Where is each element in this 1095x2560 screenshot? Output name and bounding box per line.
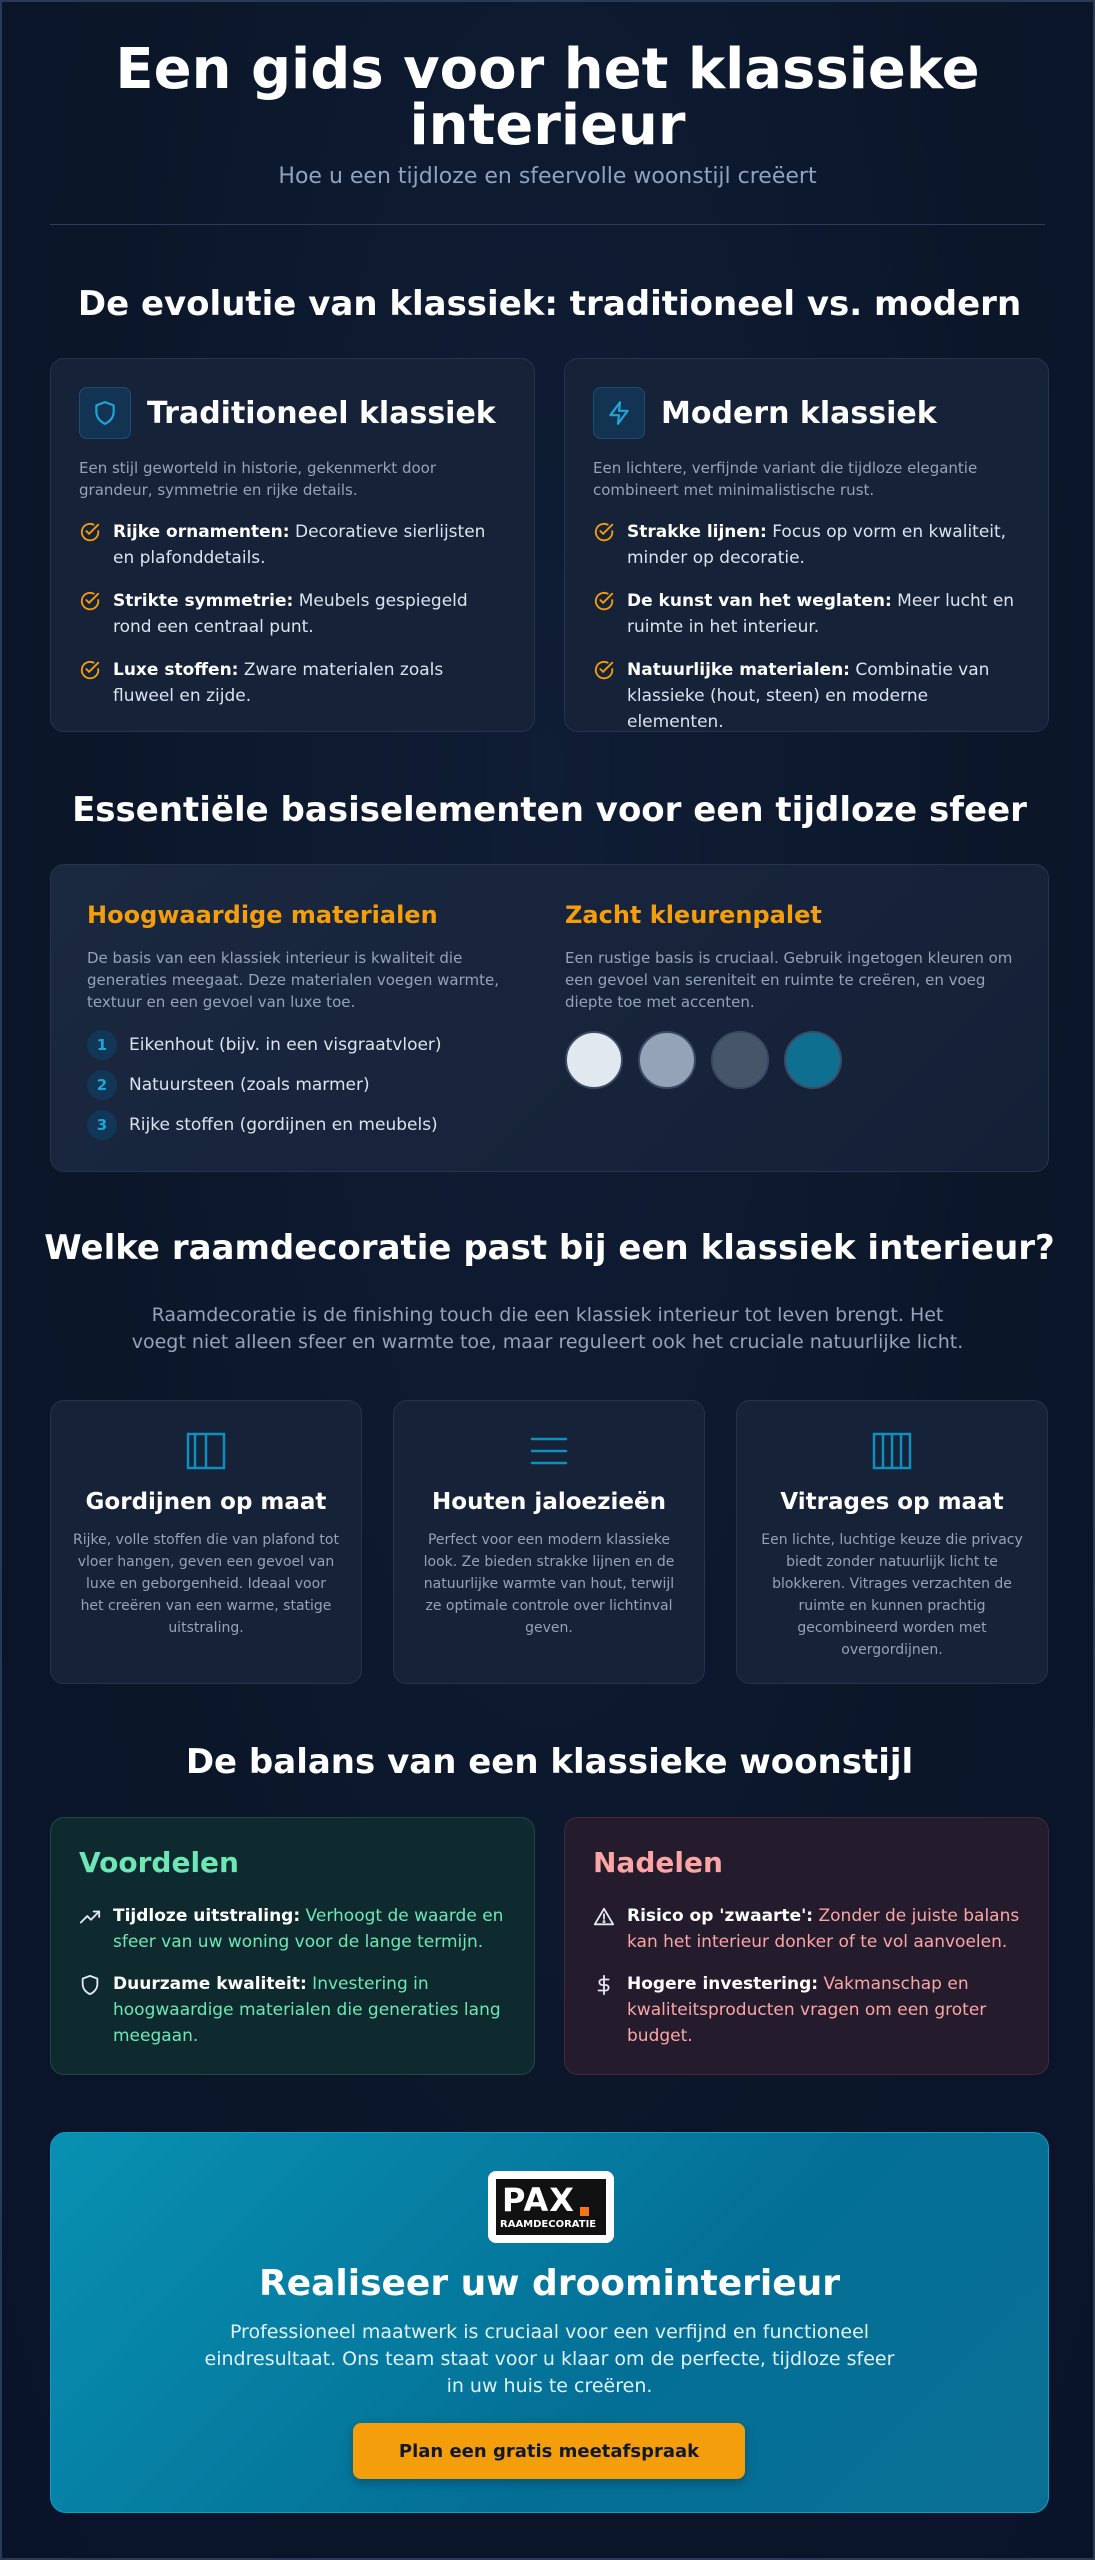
- blinds-card: [393, 1400, 705, 1684]
- pax-logo: [488, 2171, 614, 2243]
- color-swatch: [565, 1031, 623, 1089]
- cons-card: [564, 1817, 1049, 2075]
- check-circle-icon: [593, 521, 615, 543]
- balance-title: De balans van een klassieke woonstijl: [185, 1742, 914, 1782]
- number-badge: 2: [87, 1070, 117, 1100]
- item-bold: De kunst van het weglaten:: [627, 591, 892, 611]
- sheer-curtains-title: Vitrages op maat: [780, 1489, 1004, 1515]
- sheer-curtains-card: [736, 1400, 1048, 1684]
- shield-icon: [79, 387, 131, 439]
- pros-title: Voordelen: [79, 1846, 239, 1879]
- warning-icon: [593, 1906, 615, 1928]
- sheer-curtains-text: Een lichte, luchtige keuze die privacy biedt zonder natuurlijk licht te blokkeren. Vitrages verzachten de ruimte en kunnen prachtig gecombineerd worden met overgordijnen.: [761, 1532, 1023, 1658]
- item-text: Decoratieve sierlijsten en plafonddetails.: [113, 522, 486, 568]
- palette-heading: Zacht kleurenpalet: [565, 901, 822, 929]
- item-bold: Strikte symmetrie:: [113, 591, 294, 611]
- list-item: [593, 1971, 1020, 2049]
- lightning-icon: [593, 387, 645, 439]
- item-text: Zonder de juiste balans kan het interieur donker of te vol aanvoelen.: [627, 1906, 1020, 1952]
- number-badge: 3: [87, 1110, 117, 1140]
- item-text: Meubels gespiegeld rond een centraal punt.: [113, 591, 468, 637]
- dollar-icon: [593, 1974, 615, 1996]
- list-item: [593, 1903, 1020, 1955]
- color-swatch: [638, 1031, 696, 1089]
- curtains-card: [50, 1400, 362, 1684]
- check-circle-icon: [79, 521, 101, 543]
- divider: [50, 224, 1045, 225]
- item-bold: Luxe stoffen:: [113, 660, 239, 680]
- color-swatches: [565, 1031, 1015, 1089]
- shield-icon: [79, 1974, 101, 1996]
- item-text: Investering in hoogwaardige materialen die generaties lang meegaan.: [113, 1974, 501, 2046]
- list-item: [79, 519, 506, 571]
- list-item-label: Rijke stoffen (gordijnen en meubels): [129, 1115, 438, 1135]
- item-bold: Rijke ornamenten:: [113, 522, 290, 542]
- windows-intro: Raamdecoratie is de finishing touch die een klassiek interieur tot leven brengt. Het voegt niet alleen sfeer en warmte toe, maar reguleert ook het cruciale natuurlijke licht.: [131, 1304, 964, 1353]
- materials-heading: Hoogwaardige materialen: [87, 901, 438, 929]
- list-item-label: Natuursteen (zoals marmer): [129, 1075, 370, 1095]
- modern-description: Een lichtere, verfijnde variant die tijdloze elegantie combineert met minimalistische rust.: [593, 459, 978, 499]
- essentials-title: Essentiële basiselementen voor een tijdloze sfeer: [72, 790, 1027, 830]
- item-text: Combinatie van klassieke (hout, steen) en moderne elementen.: [627, 660, 990, 732]
- item-bold: Duurzame kwaliteit:: [113, 1974, 307, 1994]
- color-swatch: [784, 1031, 842, 1089]
- check-circle-icon: [79, 590, 101, 612]
- modern-card: [564, 358, 1049, 732]
- list-item: [87, 1025, 537, 1065]
- palette-text: Een rustige basis is cruciaal. Gebruik ingetogen kleuren om een gevoel van sereniteit en ruimte te creëren, en voeg diepte toe met accenten.: [565, 949, 1013, 1011]
- check-circle-icon: [79, 659, 101, 681]
- traditional-description: Een stijl geworteld in historie, gekenmerkt door grandeur, symmetrie en rijke details.: [79, 459, 436, 499]
- essentials-card: [50, 864, 1049, 1172]
- item-bold: Risico op 'zwaarte':: [627, 1906, 814, 1926]
- logo-dot: [580, 2207, 589, 2216]
- list-item: [87, 1065, 537, 1105]
- check-circle-icon: [593, 590, 615, 612]
- item-text: Vakmanschap en kwaliteitsproducten vragen om een groter budget.: [627, 1974, 987, 2046]
- windows-title: Welke raamdecoratie past bij een klassiek interieur?: [44, 1228, 1055, 1268]
- palette-column: [565, 901, 1015, 1089]
- page-subtitle: Hoe u een tijdloze en sfeervolle woonstijl creëert: [278, 164, 817, 189]
- modern-title: Modern klassiek: [661, 395, 937, 431]
- logo-subtext: RAAMDECORATIE: [500, 2219, 597, 2230]
- check-circle-icon: [593, 659, 615, 681]
- list-item: [87, 1105, 537, 1145]
- list-item: [593, 519, 1020, 571]
- traditional-card: [50, 358, 535, 732]
- item-bold: Hogere investering:: [627, 1974, 819, 1994]
- list-item: [79, 588, 506, 640]
- list-item: [593, 588, 1020, 640]
- item-text: Meer lucht en ruimte in het interieur.: [627, 591, 1015, 637]
- item-bold: Strakke lijnen:: [627, 522, 767, 542]
- cta-text: Professioneel maatwerk is cruciaal voor een verfijnd en functioneel eindresultaat. Ons team staat voor u klaar om de perfecte, tijdloze sfeer in uw huis te creëren.: [204, 2321, 895, 2397]
- header: [50, 37, 1045, 189]
- item-text: Focus op vorm en kwaliteit, minder op decoratie.: [627, 522, 1007, 568]
- blinds-icon: [416, 1431, 682, 1475]
- color-swatch: [711, 1031, 769, 1089]
- trending-up-icon: [79, 1906, 101, 1928]
- list-item: [79, 1971, 506, 2049]
- materials-column: [87, 901, 537, 1145]
- evolution-title: De evolutie van klassiek: traditioneel vs. modern: [77, 284, 1022, 324]
- logo-text: PAX: [502, 2181, 575, 2219]
- curtains-text: Rijke, volle stoffen die van plafond tot vloer hangen, geven een gevoel van luxe en geborgenheid. Ideaal voor het creëren van een warme, statige uitstraling.: [73, 1532, 339, 1636]
- number-badge: 1: [87, 1030, 117, 1060]
- materials-text: De basis van een klassiek interieur is kwaliteit die generaties meegaat. Deze materialen voegen warmte, textuur en een gevoel van luxe toe.: [87, 949, 500, 1011]
- list-item: [79, 1903, 506, 1955]
- blinds-title: Houten jaloezieën: [432, 1489, 666, 1515]
- pros-card: [50, 1817, 535, 2075]
- plan-appointment-button[interactable]: Plan een gratis meetafspraak: [353, 2423, 745, 2479]
- list-item: [79, 657, 506, 709]
- item-text: Verhoogt de waarde en sfeer van uw woning voor de lange termijn.: [113, 1906, 504, 1952]
- list-item: [593, 657, 1020, 735]
- curtains-title: Gordijnen op maat: [85, 1489, 327, 1515]
- traditional-title: Traditioneel klassiek: [147, 395, 496, 431]
- page-title: Een gids voor het klassieke interieur: [115, 37, 980, 158]
- item-bold: Natuurlijke materialen:: [627, 660, 850, 680]
- sheer-curtain-icon: [759, 1431, 1025, 1475]
- cta-section: [50, 2132, 1049, 2513]
- cta-title: Realiseer uw droominterieur: [258, 2263, 841, 2304]
- blinds-text: Perfect voor een modern klassieke look. Ze bieden strakke lijnen en de natuurlijke warmte van hout, terwijl ze optimale controle over lichtinval geven.: [423, 1532, 675, 1636]
- curtains-icon: [73, 1431, 339, 1475]
- list-item-label: Eikenhout (bijv. in een visgraatvloer): [129, 1035, 442, 1055]
- cons-title: Nadelen: [593, 1846, 723, 1879]
- item-bold: Tijdloze uitstraling:: [113, 1906, 301, 1926]
- item-text: Zware materialen zoals fluweel en zijde.: [113, 660, 444, 706]
